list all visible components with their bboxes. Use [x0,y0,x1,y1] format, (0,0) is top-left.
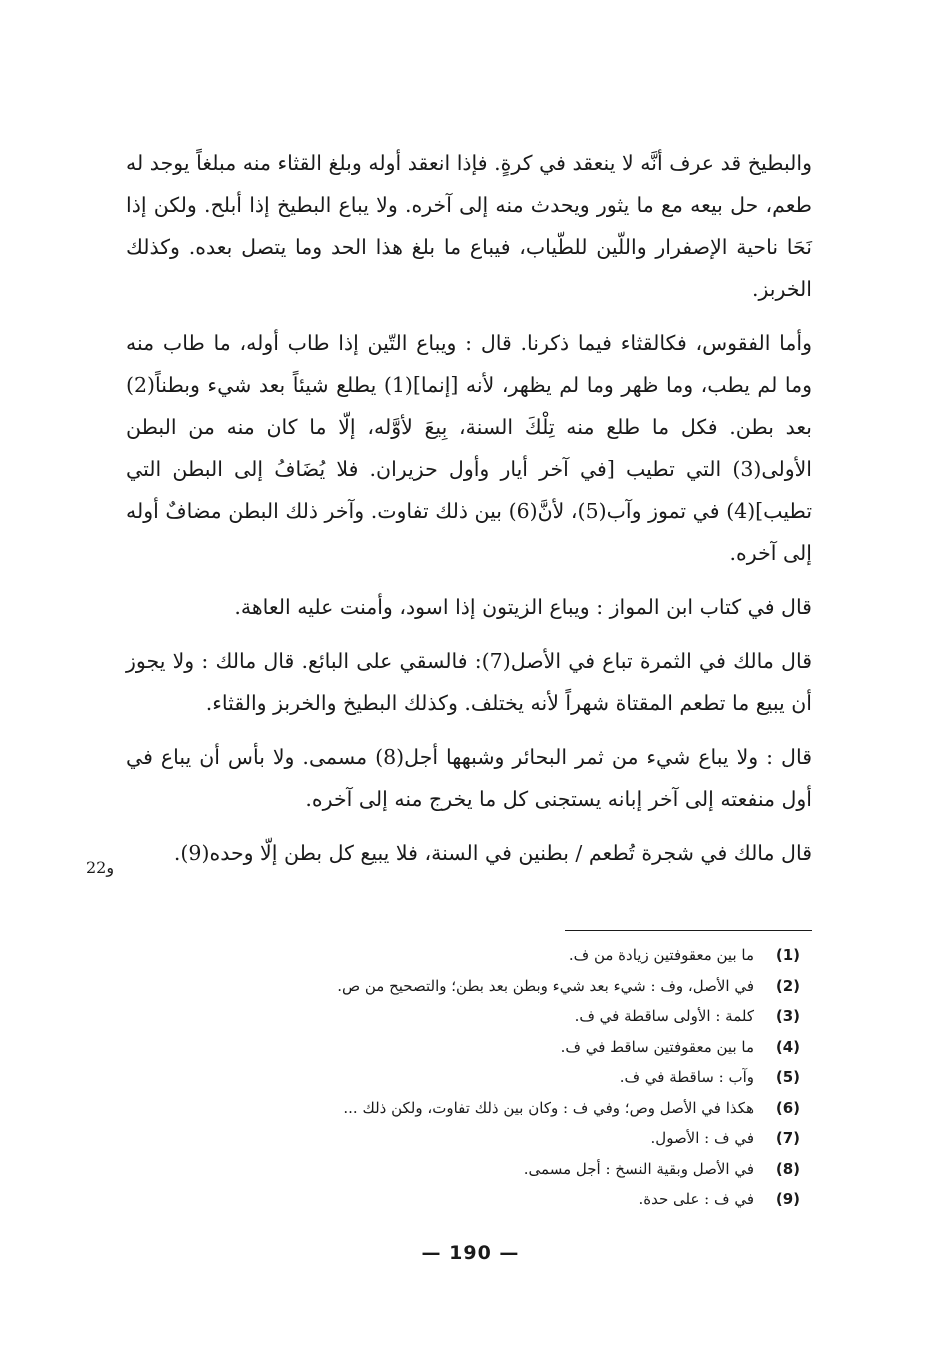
footnote-number: (1) [775,946,800,964]
footnote-text: في الأصل وبقية النسخ : أجل مسمى. [523,1159,754,1178]
footnote-text: في الأصل، وف : شيء بعد شيء وبطن بعد بطن؛ والتصحيح من ص. [337,976,754,995]
footnote-number: (6) [775,1098,800,1117]
footnote-number: (7) [775,1129,800,1147]
margin-folio-note: 22و [86,858,115,877]
paragraph: قال : ولا يباع شيء من ثمر البحائر وشبهها أجل(8) مسمى. ولا بأس أن يباع في أول منفعته إلى آخر إبانه يستجنى كل ما يخرج منه إلى آخره. [126,745,812,811]
footnote-item [200,940,800,971]
footnote-divider [565,930,812,931]
footnote-text: ما بين معقوفتين زيادة من ف. [568,946,754,964]
footnote-number: (2) [775,976,800,995]
paragraph: قال مالك في شجرة تُطعم / بطنين في السنة، فلا يبيع كل بطن إلّا وحده(9). [173,841,812,865]
footnote-text: في ف : على حدة. [638,1190,754,1208]
page-number: — 190 — [421,1242,520,1264]
paragraph: قال في كتاب ابن المواز : ويباع الزيتون إذا اسود، وأمنت عليه العاهة. [234,595,812,619]
footnotes [200,940,800,1215]
paragraph: قال مالك في الثمرة تباع في الأصل(7): فالسقي على البائع. قال مالك : ولا يجوز أن يبيع ما تطعم المقتاة شهراً لأنه يختلف. وكذلك البطيخ والخربز والقثاء. [126,649,812,715]
footnote-item [200,971,800,1002]
footnote-number: (5) [775,1068,800,1086]
footnote-number: (3) [775,1007,800,1025]
footnote-text: ما بين معقوفتين ساقط في ف. [560,1037,754,1056]
footnote-item [200,1093,800,1124]
footnote-item [200,1123,800,1154]
footnote-item [200,1001,800,1032]
footnote-number: (4) [775,1037,800,1056]
footnote-number: (8) [775,1159,800,1178]
footnote-item [200,1154,800,1185]
footnote-item [200,1062,800,1093]
footnote-text: كلمة : الأولى ساقطة في ف. [574,1007,754,1025]
main-text [126,142,812,886]
footnote-text: وآب : ساقطة في ف. [619,1068,754,1086]
footnote-item [200,1184,800,1215]
footnote-number: (9) [775,1190,800,1208]
footnote-item [200,1032,800,1063]
paragraph: وأما الفقوس، فكالقثاء فيما ذكرنا. قال : ويباع التّين إذا طاب أوله، ما طاب منه وما لم يطب، وما ظهر وما لم يظهر، لأنه [إنما](1) يطلع شيئاً بعد شيء وبطناً(2) بعد بطن. فكل ما طلع منه تِلْكَ السنة، بِيعَ لأوَّله، إلّا ما كان منه من البطن الأولى(3) التي تطيب [في آخر أيار وأول حزيران. فلا يُضَافُ إلى البطن التي تطيب](4) في تموز وآب(5)، لأنَّ(6) بين ذلك تفاوت. وآخر ذلك البطن مضافٌ أوله إلى آخره. [126,331,813,565]
paragraph: والبطيخ قد عرف أنَّه لا ينعقد في كرةٍ. فإذا انعقد أوله وبلغ القثاء منه مبلغاً يوجد له طعم، حل بيعه مع ما يثور ويحدث منه إلى آخره. ولا يباع البطيخ إذا أبلح. ولكن إذا نَحَا ناحية الإصفرار واللّين للطّياب، فيباع ما بلغ هذا الحد وما يتصل بعده. وكذلك الخربز. [126,151,812,301]
footnote-text: هكذا في الأصل وص؛ وفي ف : وكان بين ذلك تفاوت، ولكن ذلك ... [343,1098,754,1117]
footnote-text: في ف : الأصول. [650,1129,754,1147]
